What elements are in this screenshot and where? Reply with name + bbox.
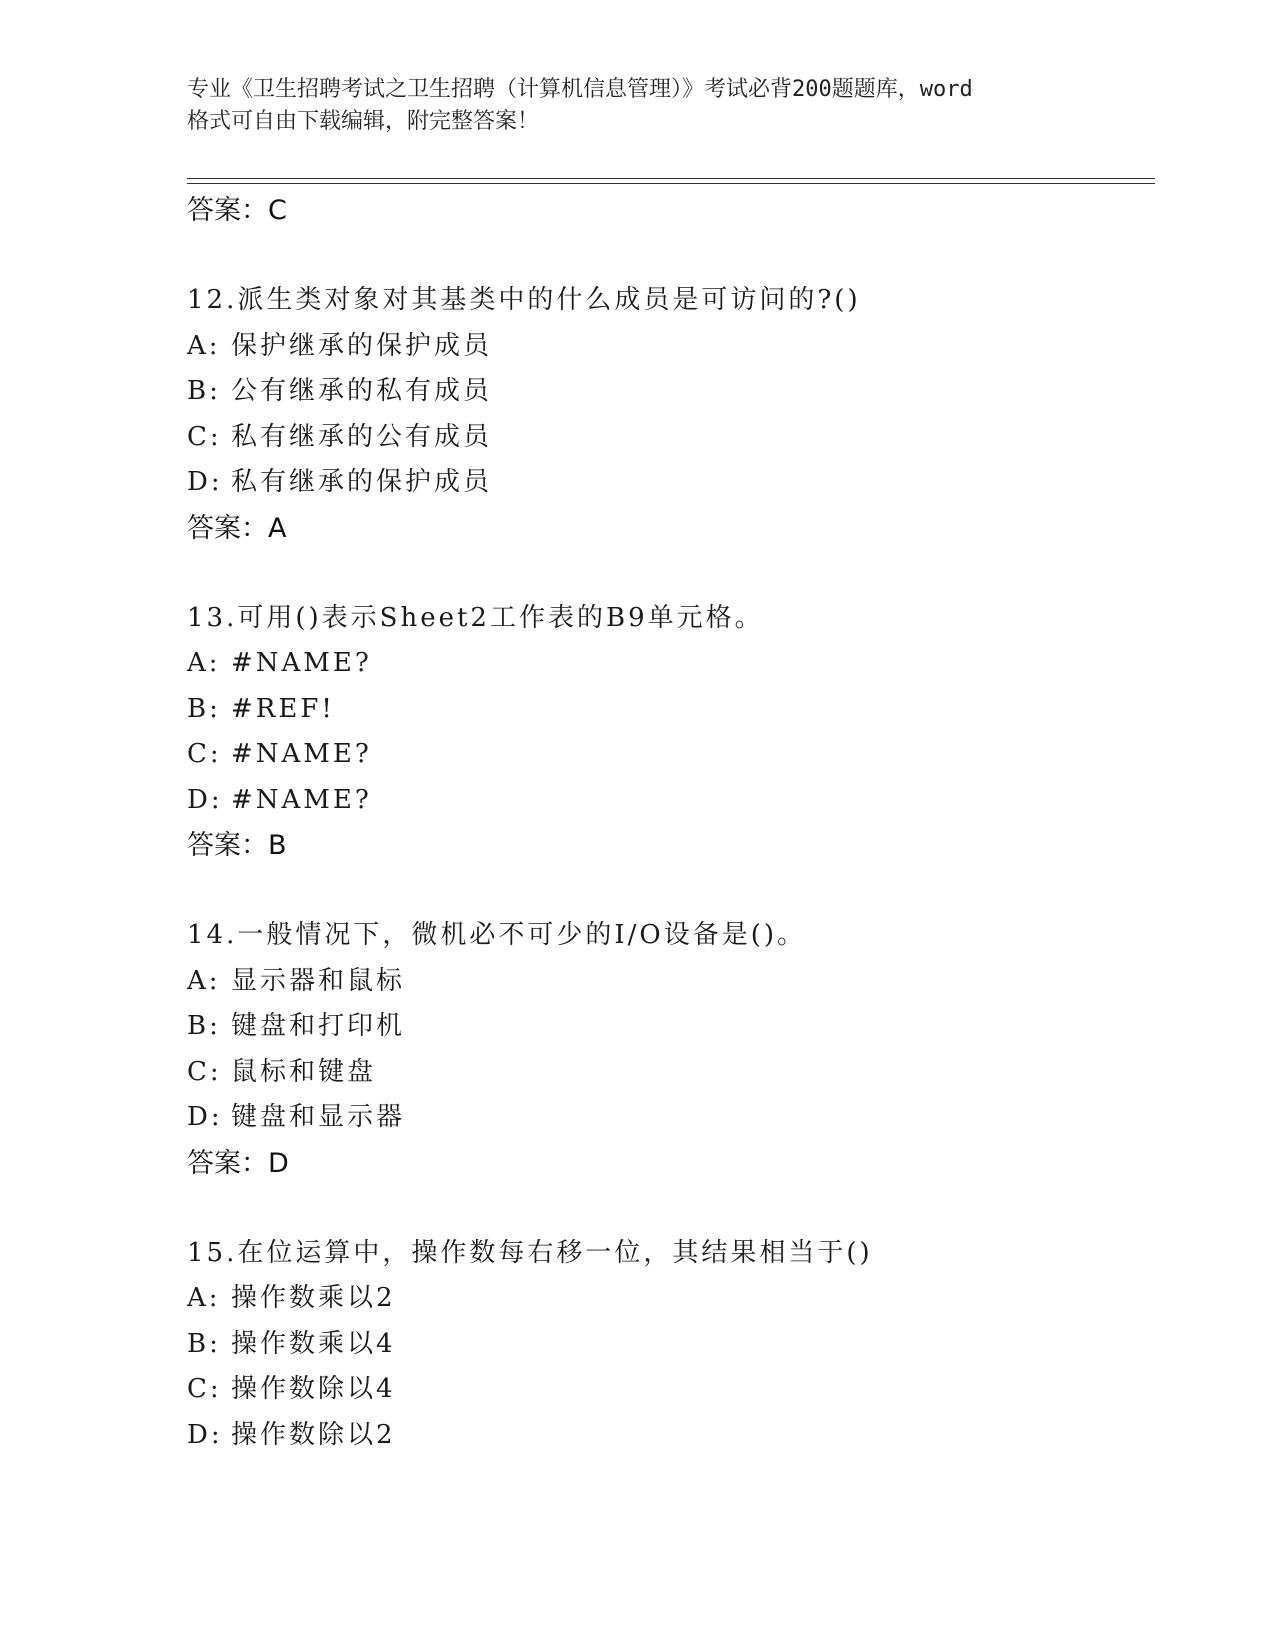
option-c (187, 415, 1147, 461)
option-c (187, 1367, 1147, 1413)
option-d (187, 1095, 1147, 1141)
question-text (187, 913, 1147, 959)
option-b (187, 1004, 1147, 1050)
question-list (187, 188, 1147, 1458)
option-key: B: (187, 693, 221, 724)
question-12 (187, 278, 1147, 552)
header-line-1: 专业《卫生招聘考试之卫生招聘（计算机信息管理）》考试必背200题题库，word (187, 77, 973, 102)
document-header (187, 74, 1087, 138)
option-key: B: (187, 1328, 221, 1359)
option-key: C: (187, 1374, 222, 1404)
question-stem: 在位运算中，操作数每右移一位，其结果相当于() (237, 1237, 873, 1268)
answer (187, 506, 1147, 552)
option-text: #REF! (231, 693, 335, 724)
answer-value: D (268, 1147, 289, 1179)
question-stem: 可用()表示Sheet2工作表的B9单元格。 (237, 602, 764, 633)
question-text (187, 278, 1147, 324)
option-a (187, 959, 1147, 1005)
option-text: 公有继承的私有成员 (231, 376, 493, 406)
option-key: A: (187, 648, 221, 678)
question-number: 15. (187, 1237, 238, 1268)
header-line-2: 格式可自由下载编辑，附完整答案！ (187, 109, 540, 134)
option-text: 操作数乘以2 (231, 1283, 396, 1313)
top-answer (187, 188, 1147, 234)
question-number: 13. (187, 602, 238, 633)
question-14 (187, 913, 1147, 1187)
option-key: D: (187, 1419, 223, 1450)
question-text (187, 596, 1147, 642)
answer-label: 答案： (187, 1147, 268, 1179)
answer-label: 答案： (187, 830, 268, 861)
option-d (187, 1413, 1147, 1459)
option-key: B: (187, 376, 221, 406)
option-key: C: (187, 739, 222, 769)
option-b (187, 1322, 1147, 1368)
question-number: 12. (187, 285, 238, 315)
option-text: 键盘和打印机 (231, 1011, 406, 1041)
answer (187, 823, 1147, 869)
answer-value: B (268, 830, 287, 861)
answer (187, 1141, 1147, 1187)
answer-value: A (268, 512, 287, 544)
question-13 (187, 596, 1147, 870)
option-text: 键盘和显示器 (231, 1102, 406, 1132)
option-text: #NAME? (231, 648, 372, 678)
question-number: 14. (187, 920, 238, 950)
option-c (187, 1050, 1147, 1096)
option-d (187, 778, 1147, 824)
option-key: A: (187, 1283, 221, 1313)
option-key: C: (187, 421, 222, 452)
option-text: 操作数除以2 (231, 1419, 396, 1450)
option-key: B: (187, 1011, 221, 1041)
header-divider-bottom (187, 183, 1155, 184)
question-text (187, 1231, 1147, 1277)
option-text: 显示器和鼠标 (231, 965, 406, 996)
option-key: A: (187, 965, 221, 996)
spacer (187, 1187, 1147, 1231)
option-text: 保护继承的保护成员 (231, 330, 493, 361)
option-text: #NAME? (231, 784, 372, 815)
option-key: D: (187, 784, 223, 815)
spacer (187, 234, 1147, 278)
option-d (187, 460, 1147, 506)
option-key: D: (187, 467, 223, 497)
question-15 (187, 1231, 1147, 1459)
option-key: C: (187, 1056, 222, 1087)
option-text: 私有继承的保护成员 (231, 467, 493, 497)
option-a (187, 324, 1147, 370)
answer-label: 答案： (187, 195, 268, 226)
option-text: 私有继承的公有成员 (231, 421, 493, 452)
option-b (187, 687, 1147, 733)
question-stem: 一般情况下，微机必不可少的I/O设备是()。 (237, 920, 806, 950)
header-divider-top (187, 178, 1155, 179)
option-c (187, 732, 1147, 778)
answer-label: 答案： (187, 512, 268, 544)
option-text: #NAME? (231, 739, 372, 769)
option-key: D: (187, 1102, 223, 1132)
option-a (187, 1276, 1147, 1322)
option-a (187, 641, 1147, 687)
option-text: 操作数除以4 (231, 1374, 396, 1404)
spacer (187, 552, 1147, 596)
question-stem: 派生类对象对其基类中的什么成员是可访问的?() (237, 285, 861, 315)
option-b (187, 369, 1147, 415)
answer-value: C (268, 195, 287, 226)
option-text: 操作数乘以4 (231, 1328, 396, 1359)
option-key: A: (187, 330, 221, 361)
spacer (187, 869, 1147, 913)
option-text: 鼠标和键盘 (231, 1056, 377, 1087)
